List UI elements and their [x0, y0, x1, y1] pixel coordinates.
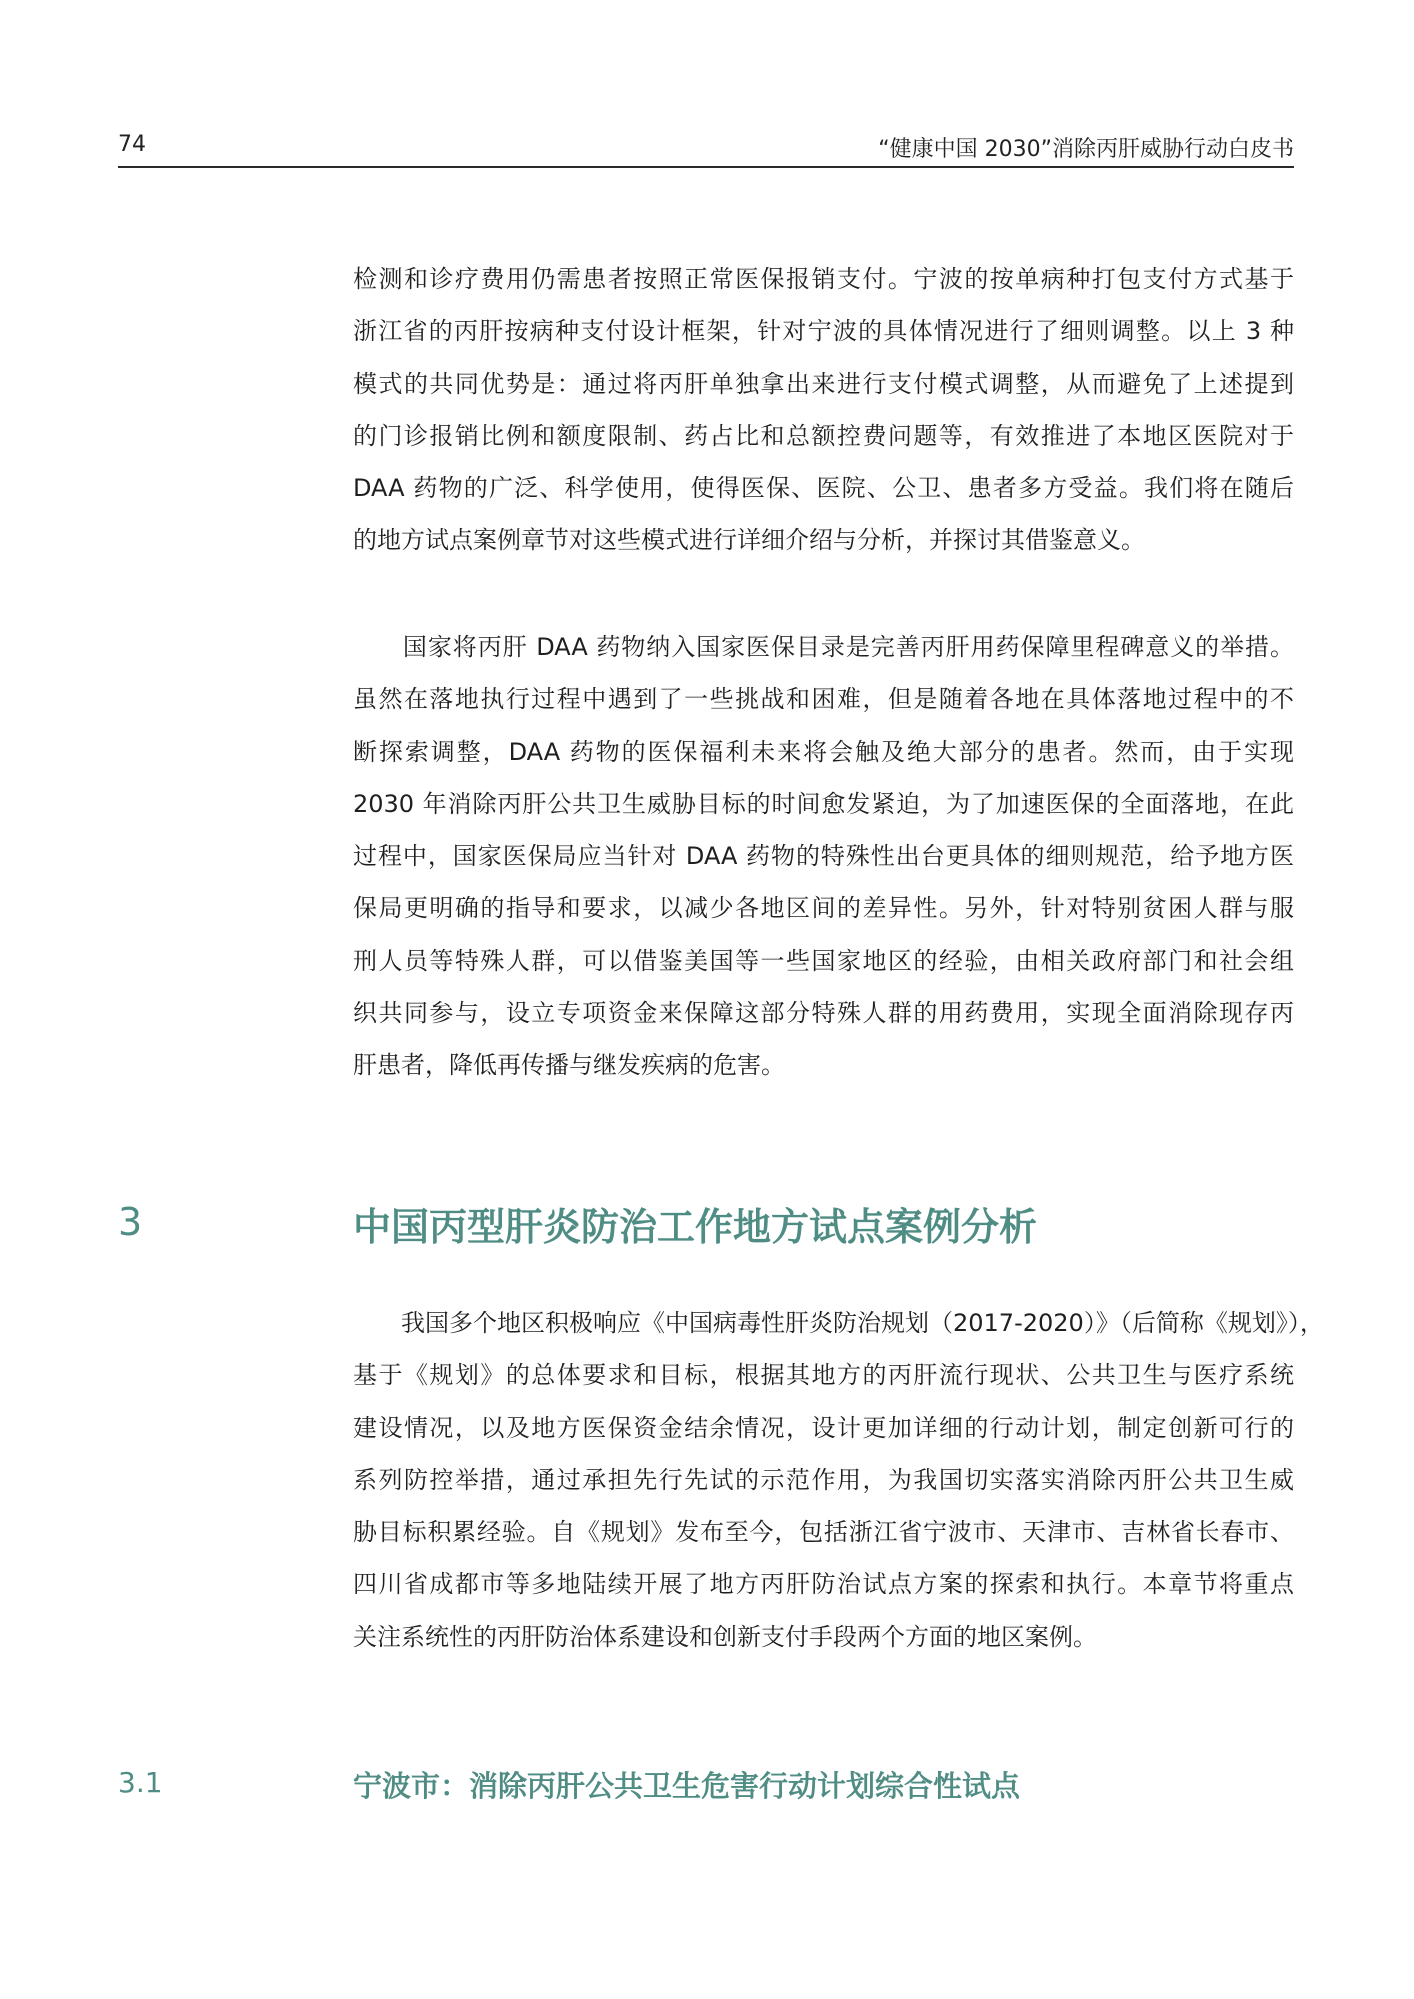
paragraph-line: 刑人员等特殊人群，可以借鉴美国等一些国家地区的经验，由相关政府部门和社会组 [353, 946, 1294, 975]
paragraph-line: 过程中，国家医保局应当针对 DAA 药物的特殊性出台更具体的细则规范，给予地方医 [353, 842, 1294, 871]
paragraph-line: 建设情况，以及地方医保资金结余情况，设计更加详细的行动计划，制定创新可行的 [353, 1413, 1294, 1442]
running-title: “健康中国 2030”消除丙肝威胁行动白皮书 [878, 137, 1294, 162]
paragraph-line: 断探索调整，DAA 药物的医保福利未来将会触及绝大部分的患者。然而，由于实现 [353, 737, 1294, 766]
paragraph-line: 系列防控举措，通过承担先行先试的示范作用，为我国切实落实消除丙肝公共卫生威 [353, 1465, 1294, 1494]
paragraph-line: 织共同参与，设立专项资金来保障这部分特殊人群的用药费用，实现全面消除现存丙 [353, 999, 1294, 1028]
paragraph-line: 关注系统性的丙肝防治体系建设和创新支付手段两个方面的地区案例。 [353, 1622, 1097, 1651]
page-header [118, 130, 1294, 168]
paragraph-line: 浙江省的丙肝按病种支付设计框架，针对宁波的具体情况进行了细则调整。以上 3 种 [353, 317, 1294, 346]
paragraph-line: 胁目标积累经验。自《规划》发布至今，包括浙江省宁波市、天津市、吉林省长春市、 [353, 1518, 1294, 1547]
body-paragraph [353, 253, 1294, 567]
header-divider [118, 166, 1294, 168]
paragraph-line: 检测和诊疗费用仍需患者按照正常医保报销支付。宁波的按单病种打包支付方式基于 [353, 265, 1294, 293]
subsection-number: 3.1 [118, 1766, 163, 1799]
paragraph-line: 的门诊报销比例和额度限制、药占比和总额控费问题等，有效推进了本地区医院对于 [353, 421, 1294, 450]
paragraph-line: 虽然在落地执行过程中遇到了一些挑战和困难，但是随着各地在具体落地过程中的不 [353, 685, 1294, 714]
paragraph-line: 国家将丙肝 DAA 药物纳入国家医保目录是完善丙肝用药保障里程碑意义的举措。 [353, 633, 1294, 661]
paragraph-line: 模式的共同优势是：通过将丙肝单独拿出来进行支付模式调整，从而避免了上述提到 [353, 369, 1294, 398]
section-title: 中国丙型肝炎防治工作地方试点案例分析 [353, 1205, 1038, 1249]
page-number: 74 [118, 132, 146, 157]
paragraph-line: 保局更明确的指导和要求，以减少各地区间的差异性。另外，针对特别贫困人群与服 [353, 894, 1294, 923]
body-paragraph [353, 621, 1294, 1092]
paragraph-line: 四川省成都市等多地陆续开展了地方丙肝防治试点方案的探索和执行。本章节将重点 [353, 1570, 1294, 1599]
paragraph-line: DAA 药物的广泛、科学使用，使得医保、医院、公卫、患者多方受益。我们将在随后 [353, 474, 1294, 503]
paragraph-line: 2030 年消除丙肝公共卫生威胁目标的时间愈发紧迫，为了加速医保的全面落地，在此 [353, 789, 1294, 818]
section-number: 3 [118, 1200, 143, 1244]
paragraph-line: 我国多个地区积极响应《中国病毒性肝炎防治规划（2017-2020）》（后简称《规划》）， [353, 1309, 1324, 1337]
body-paragraph [353, 1297, 1324, 1663]
paragraph-line: 的地方试点案例章节对这些模式进行详细介绍与分析，并探讨其借鉴意义。 [353, 526, 1145, 555]
paragraph-line: 基于《规划》的总体要求和目标，根据其地方的丙肝流行现状、公共卫生与医疗系统 [353, 1361, 1294, 1390]
paragraph-line: 肝患者，降低再传播与继发疾病的危害。 [353, 1051, 785, 1080]
subsection-title: 宁波市：消除丙肝公共卫生危害行动计划综合性试点 [353, 1769, 1021, 1803]
